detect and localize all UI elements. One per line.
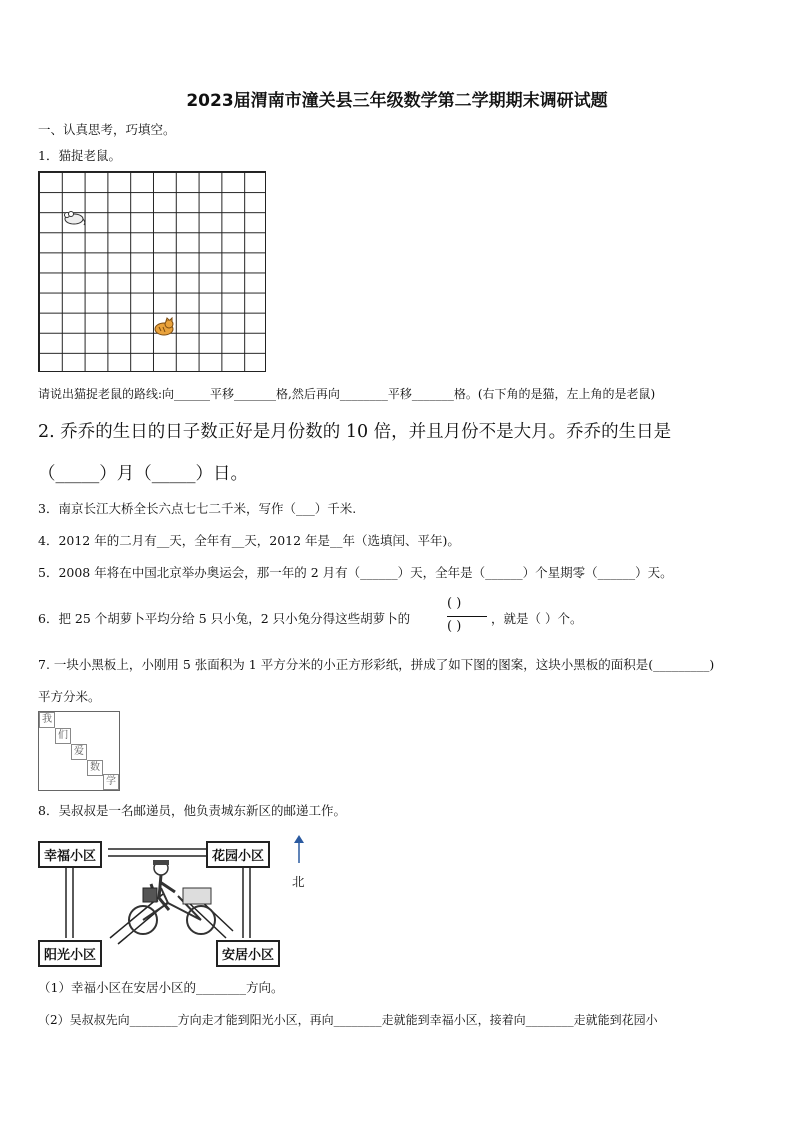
question-4: 4．2012 年的二月有__天，全年有__天，2012 年是__年（选填闰、平年)。: [38, 533, 460, 548]
square-2: 们: [55, 728, 71, 744]
place-yangguang: 阳光小区: [38, 940, 102, 967]
question-7-line2: 平方分米。: [38, 689, 101, 704]
question-5: 5．2008 年将在中国北京举办奥运会，那一年的 2 月有（______）天，全年是（______）个星期零（______）天。: [38, 565, 673, 580]
fraction-denominator: ( ): [447, 619, 462, 634]
square-5: 学: [103, 774, 119, 790]
question-6-before: 6．把 25 个胡萝卜平均分给 5 只小兔，2 只小兔分得这些胡萝卜的: [38, 611, 411, 626]
square-4: 数: [87, 760, 103, 776]
square-3: 爱: [71, 744, 87, 760]
question-8-label: 8．吴叔叔是一名邮递员，他负责城东新区的邮递工作。: [38, 803, 346, 818]
question-1-label: 1．猫捉老鼠。: [38, 148, 121, 163]
question-8-sub1: （1）幸福小区在安居小区的________方向。: [38, 980, 284, 995]
place-xingfu: 幸福小区: [38, 841, 102, 868]
question-8-sub2: （2）吴叔叔先向________方向走才能到阳光小区，再向________走就能到幸福小区，接着向________走就能到花园小: [38, 1013, 658, 1027]
coordinate-grid: [38, 171, 266, 372]
north-arrow-icon: [293, 834, 305, 864]
community-map: [38, 836, 298, 966]
question-1-text: 请说出猫捉老鼠的路线:向______平移_______格,然后再向________平移_______格。(右下角的是猫，左上角的是老鼠): [38, 387, 656, 401]
question-2-line1: 2. 乔乔的生日的日子数正好是月份数的 10 倍，并且月份不是大月。乔乔的生日是: [38, 422, 672, 442]
small-blackboard: [38, 711, 120, 791]
postman-bicycle-icon: [123, 858, 223, 938]
cat-icon: [153, 317, 175, 337]
question-3: 3．南京长江大桥全长六点七七二千米，写作（___）千米.: [38, 501, 357, 516]
fraction: [445, 596, 489, 638]
place-huayuan: 花园小区: [206, 841, 270, 868]
north-label: 北: [292, 874, 305, 889]
fraction-numerator: ( ): [447, 596, 462, 611]
question-2-line2: （_____）月（_____）日。: [38, 464, 248, 484]
place-anju: 安居小区: [216, 940, 280, 967]
square-1: 我: [39, 712, 55, 728]
mouse-icon: [62, 210, 86, 226]
question-7-line1: 7. 一块小黑板上，小刚用 5 张面积为 1 平方分米的小正方形彩纸，拼成了如下图的图案，这块小黑板的面积是(_________): [38, 657, 715, 672]
page-title: 2023届渭南市潼关县三年级数学第二学期期末调研试题: [186, 91, 608, 111]
section-heading: 一、认真思考，巧填空。: [38, 122, 176, 137]
question-6-after: ，就是（ ）个。: [491, 611, 583, 626]
